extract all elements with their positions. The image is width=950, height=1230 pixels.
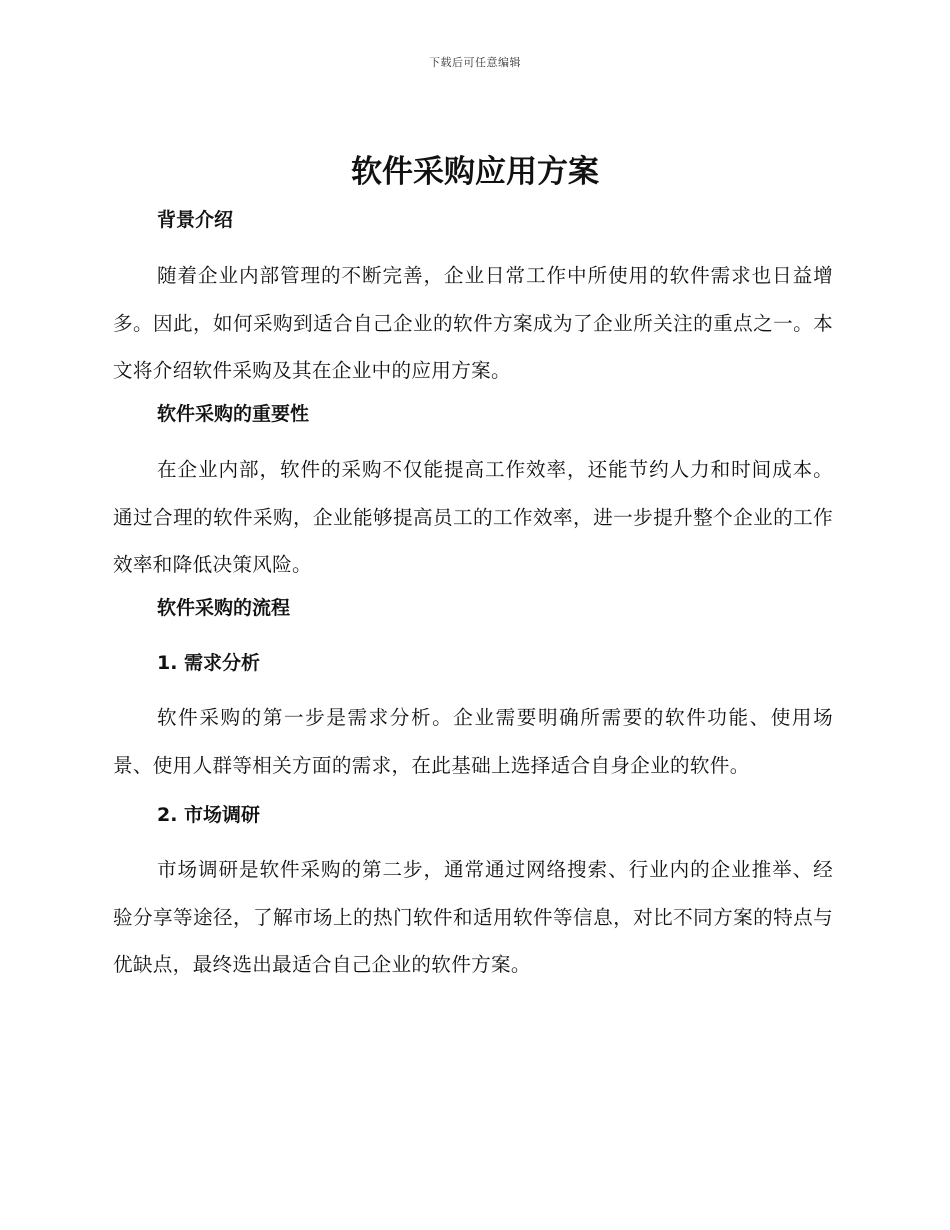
section-heading-process: 软件采购的流程 bbox=[157, 597, 291, 619]
section-heading-requirements: 1. 需求分析 bbox=[157, 652, 261, 674]
paragraph-importance: 在企业内部，软件的采购不仅能提高工作效率，还能节约人力和时间成本。通过合理的软件采购，企业能够提高员工的工作效率，进一步提升整个企业的工作效率和降低决策风险。 bbox=[113, 458, 833, 576]
section-heading-background: 背景介绍 bbox=[157, 209, 234, 231]
paragraph-market-research: 市场调研是软件采购的第二步，通常通过网络搜索、行业内的企业推举、经验分享等途径，了解市场上的热门软件和适用软件等信息，对比不同方案的特点与优缺点，最终选出最适合自己企业的软件方案。 bbox=[113, 858, 833, 976]
page-header-note: 下载后可任意编辑 bbox=[429, 56, 521, 69]
section-heading-importance: 软件采购的重要性 bbox=[157, 403, 310, 425]
paragraph-background: 随着企业内部管理的不断完善，企业日常工作中所使用的软件需求也日益增多。因此，如何采购到适合自己企业的软件方案成为了企业所关注的重点之一。本文将介绍软件采购及其在企业中的应用方案。 bbox=[113, 264, 833, 382]
section-heading-market-research: 2. 市场调研 bbox=[157, 804, 261, 826]
document-title: 软件采购应用方案 bbox=[351, 154, 599, 190]
paragraph-requirements: 软件采购的第一步是需求分析。企业需要明确所需要的软件功能、使用场景、使用人群等相关方面的需求，在此基础上选择适合自身企业的软件。 bbox=[113, 706, 833, 777]
